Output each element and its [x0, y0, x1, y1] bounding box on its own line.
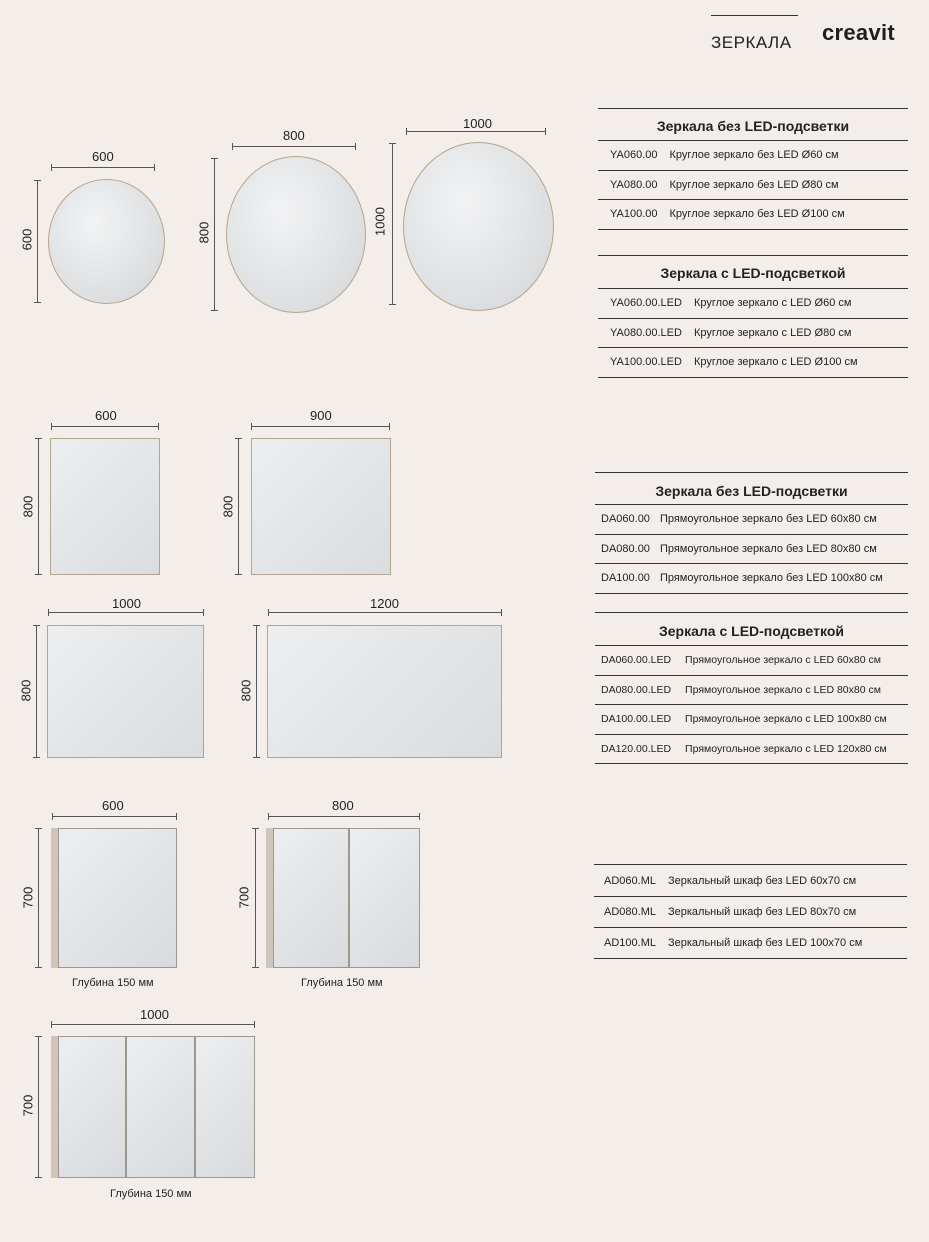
product-code: DA080.00.LED — [601, 683, 672, 696]
table-row — [598, 348, 908, 378]
rect-mirror-shape — [251, 438, 391, 575]
height-label: 800 — [20, 495, 36, 518]
page-title: ЗЕРКАЛА — [711, 33, 792, 52]
height-dimension-line — [38, 828, 39, 968]
product-code: YA080.00 — [610, 178, 658, 191]
width-label: 800 — [332, 798, 354, 813]
height-label: 800 — [238, 679, 254, 702]
width-dimension-line — [232, 146, 356, 147]
product-desc: Круглое зеркало с LED Ø60 см — [693, 297, 852, 310]
table-row — [598, 289, 908, 319]
product-desc: Круглое зеркало без LED Ø60 см — [669, 149, 839, 162]
height-label: 600 — [19, 228, 35, 251]
product-code: AD080.ML — [604, 906, 656, 918]
depth-caption: Глубина 150 мм — [72, 977, 154, 989]
table-rect-led — [595, 612, 908, 764]
height-dimension-line — [238, 438, 239, 575]
table-row — [595, 505, 908, 535]
width-label: 1000 — [140, 1007, 169, 1022]
table-round-led — [598, 255, 908, 378]
width-dimension-line — [251, 426, 390, 427]
cabinet-door-left — [58, 1036, 126, 1178]
height-dimension-line — [38, 1036, 39, 1178]
width-dimension-line — [268, 816, 420, 817]
table-row — [598, 200, 908, 230]
height-label: 700 — [20, 1094, 36, 1117]
width-dimension-line — [268, 612, 502, 613]
table-title: Зеркала без LED-подсветки — [598, 109, 908, 141]
product-desc: Зеркальный шкаф без LED 100x70 см — [667, 937, 863, 949]
table-row — [594, 897, 907, 928]
height-label: 1000 — [372, 207, 388, 236]
height-dimension-line — [256, 625, 257, 758]
depth-caption: Глубина 150 мм — [110, 1188, 192, 1200]
width-dimension-line — [51, 1024, 255, 1025]
product-code: AD100.ML — [604, 937, 656, 949]
table-title: Зеркала с LED-подсветкой — [595, 613, 908, 646]
header-rule — [711, 15, 798, 16]
product-desc: Круглое зеркало с LED Ø80 см — [693, 326, 852, 339]
cabinet-door — [58, 828, 177, 968]
table-cabinets — [594, 864, 907, 959]
product-desc: Прямоугольное зеркало с LED 120x80 см — [685, 742, 887, 755]
product-code: YA060.00 — [610, 149, 658, 162]
height-label: 700 — [20, 886, 36, 909]
cabinet-door-left — [273, 828, 349, 968]
cabinet-door-right — [349, 828, 420, 968]
width-dimension-line — [52, 816, 177, 817]
width-label: 600 — [95, 408, 117, 423]
width-label: 900 — [310, 408, 332, 423]
product-desc: Прямоугольное зеркало с LED 80x80 см — [685, 683, 881, 696]
round-mirror-shape — [48, 179, 165, 304]
product-desc: Круглое зеркало без LED Ø80 см — [669, 178, 839, 191]
width-label: 1200 — [370, 596, 399, 611]
depth-caption: Глубина 150 мм — [301, 977, 383, 989]
product-desc: Прямоугольное зеркало с LED 60x80 см — [685, 654, 881, 667]
table-title: Зеркала с LED-подсветкой — [598, 256, 908, 289]
width-label: 600 — [102, 798, 124, 813]
width-label: 800 — [283, 128, 305, 143]
product-desc: Круглое зеркало с LED Ø100 см — [693, 356, 858, 369]
rect-mirror-shape — [50, 438, 160, 575]
table-row — [598, 171, 908, 201]
product-code: YA060.00.LED — [610, 297, 682, 310]
product-code: DA100.00.LED — [601, 713, 672, 726]
product-code: YA080.00.LED — [610, 326, 682, 339]
height-label: 700 — [236, 886, 252, 909]
width-label: 600 — [92, 149, 114, 164]
table-row — [598, 319, 908, 349]
round-mirror-shape — [403, 142, 554, 311]
table-row — [595, 705, 908, 735]
table-row — [595, 676, 908, 706]
width-label: 1000 — [112, 596, 141, 611]
product-desc: Зеркальный шкаф без LED 80x70 см — [667, 906, 857, 918]
height-dimension-line — [38, 438, 39, 575]
height-dimension-line — [392, 143, 393, 305]
product-code: YA100.00.LED — [610, 356, 682, 369]
height-dimension-line — [214, 158, 215, 311]
product-desc: Прямоугольное зеркало без LED 80x80 см — [659, 542, 877, 555]
table-row — [594, 928, 907, 959]
product-code: DA060.00.LED — [601, 654, 672, 667]
height-label: 800 — [18, 679, 34, 702]
product-desc: Прямоугольное зеркало без LED 100x80 см — [659, 572, 883, 585]
cabinet-door-middle — [126, 1036, 195, 1178]
height-dimension-line — [255, 828, 256, 968]
rect-mirror-shape — [267, 625, 502, 758]
product-desc: Прямоугольное зеркало без LED 60x80 см — [659, 513, 877, 526]
height-label: 800 — [220, 495, 236, 518]
table-row — [598, 141, 908, 171]
product-code: AD060.ML — [604, 874, 656, 887]
table-row — [594, 865, 907, 897]
height-dimension-line — [37, 180, 38, 303]
cabinet-door-right — [195, 1036, 255, 1178]
width-dimension-line — [48, 612, 204, 613]
table-row — [595, 646, 908, 676]
width-dimension-line — [406, 131, 546, 132]
round-mirror-shape — [226, 156, 366, 313]
brand-logo: creavit — [822, 20, 896, 45]
table-title: Зеркала без LED-подсветки — [595, 473, 908, 505]
height-dimension-line — [36, 625, 37, 758]
product-code: YA100.00 — [610, 208, 658, 221]
height-label: 800 — [196, 221, 212, 244]
product-code: DA060.00 — [601, 513, 650, 526]
product-code: DA120.00.LED — [601, 742, 672, 755]
table-row — [595, 735, 908, 765]
rect-mirror-shape — [47, 625, 204, 758]
width-label: 1000 — [463, 116, 492, 131]
product-desc: Круглое зеркало без LED Ø100 см — [669, 208, 845, 221]
product-code: DA080.00 — [601, 542, 650, 555]
product-desc: Прямоугольное зеркало с LED 100x80 см — [685, 713, 887, 726]
table-round-no-led — [598, 108, 908, 230]
table-row — [595, 535, 908, 565]
table-rect-no-led — [595, 472, 908, 594]
product-code: DA100.00 — [601, 572, 650, 585]
width-dimension-line — [51, 167, 155, 168]
width-dimension-line — [51, 426, 159, 427]
table-row — [595, 564, 908, 594]
product-desc: Зеркальный шкаф без LED 60x70 см — [667, 874, 857, 887]
